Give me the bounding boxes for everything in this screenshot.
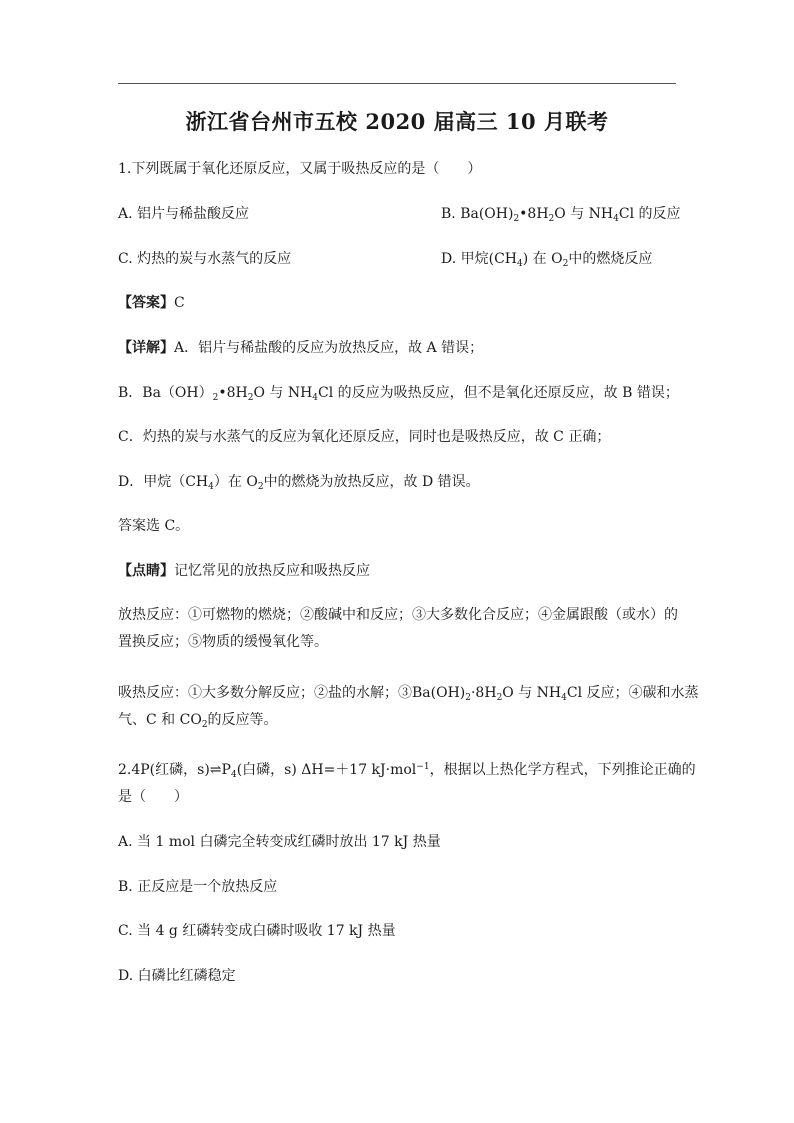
q1-option-c: C. 灼热的炭与水蒸气的反应 [118,251,292,267]
q1-answer: 【答案】C [118,295,185,311]
q2-option-b: B. 正反应是一个放热反应 [118,879,278,895]
q2-option-a: A. 当 1 mol 白磷完全转变成红磷时放出 17 kJ 热量 [118,834,441,850]
q1-detail-b: B．$Ba(OH)_2•8H_2O$ 与 $NH_4Cl$ 的反应为吸热反应，但不是氧化还原反应，故 B 错误； [118,385,679,403]
q1-choose: 答案选 C。 [118,518,190,534]
page-title: 浙江省台州市五校 2020 届高三 10 月联考 [185,109,609,134]
q1-option-d: D. 甲烷$(CH_4)$ 在 $O_2$中的燃烧反应 [441,251,653,269]
q1-stem: 1.下列既属于氧化还原反应，又属于吸热反应的是（ ） [118,161,482,177]
q1-option-a: A. 铝片与稀盐酸反应 [118,206,250,222]
q2-stem-2: 是（ ） [118,789,188,805]
q1-detail-c: C．灼热的炭与水蒸气的反应为氧化还原反应，同时也是吸热反应，故 C 正确； [118,429,611,445]
exo-line-1: 放热反应：①可燃物的燃烧；②酸碱中和反应；③大多数化合反应；④金属跟酸（或水）的 [118,607,678,623]
header-rule [118,83,676,84]
q2-stem-1: 2.4P(红磷，$s)\rightleftharpoons P_4$(白磷，s) ΔH=＋17 kJ·mol$^{-1}$，根据以上热化学方程式，下列推论正确的 [118,762,696,780]
q1-tip: 【点睛】记忆常见的放热反应和吸热反应 [118,563,370,579]
detail-tag: 【详解】 [118,340,174,356]
q1-detail-d: D．甲烷$(CH_4)$在 $O_2$中的燃烧为放热反应，故 D 错误。 [118,474,480,492]
q1-option-b: B. $Ba(OH)_2•8H_2O$ 与 $NH_4Cl$ 的反应 [441,206,681,224]
q2-option-c: C. 当 4 g 红磷转变成白磷时吸收 17 kJ 热量 [118,923,396,939]
answer-tag: 【答案】 [118,295,174,311]
q2-option-d: D. 白磷比红磷稳定 [118,968,236,984]
endo-line-2: 气、C 和 $CO_2$的反应等。 [118,712,278,730]
exo-line-2: 置换反应；⑤物质的缓慢氧化等。 [118,634,328,650]
q1-detail-a: 【详解】A．铝片与稀盐酸的反应为放热反应，故 A 错误； [118,340,484,356]
tip-tag: 【点睛】 [118,563,174,579]
endo-line-1: 吸热反应：①大多数分解反应；②盐的水解；$③Ba(OH)_2\cdot 8H_2O$ 与 $NH_4Cl$ 反应；④碳和水蒸 [118,685,699,703]
